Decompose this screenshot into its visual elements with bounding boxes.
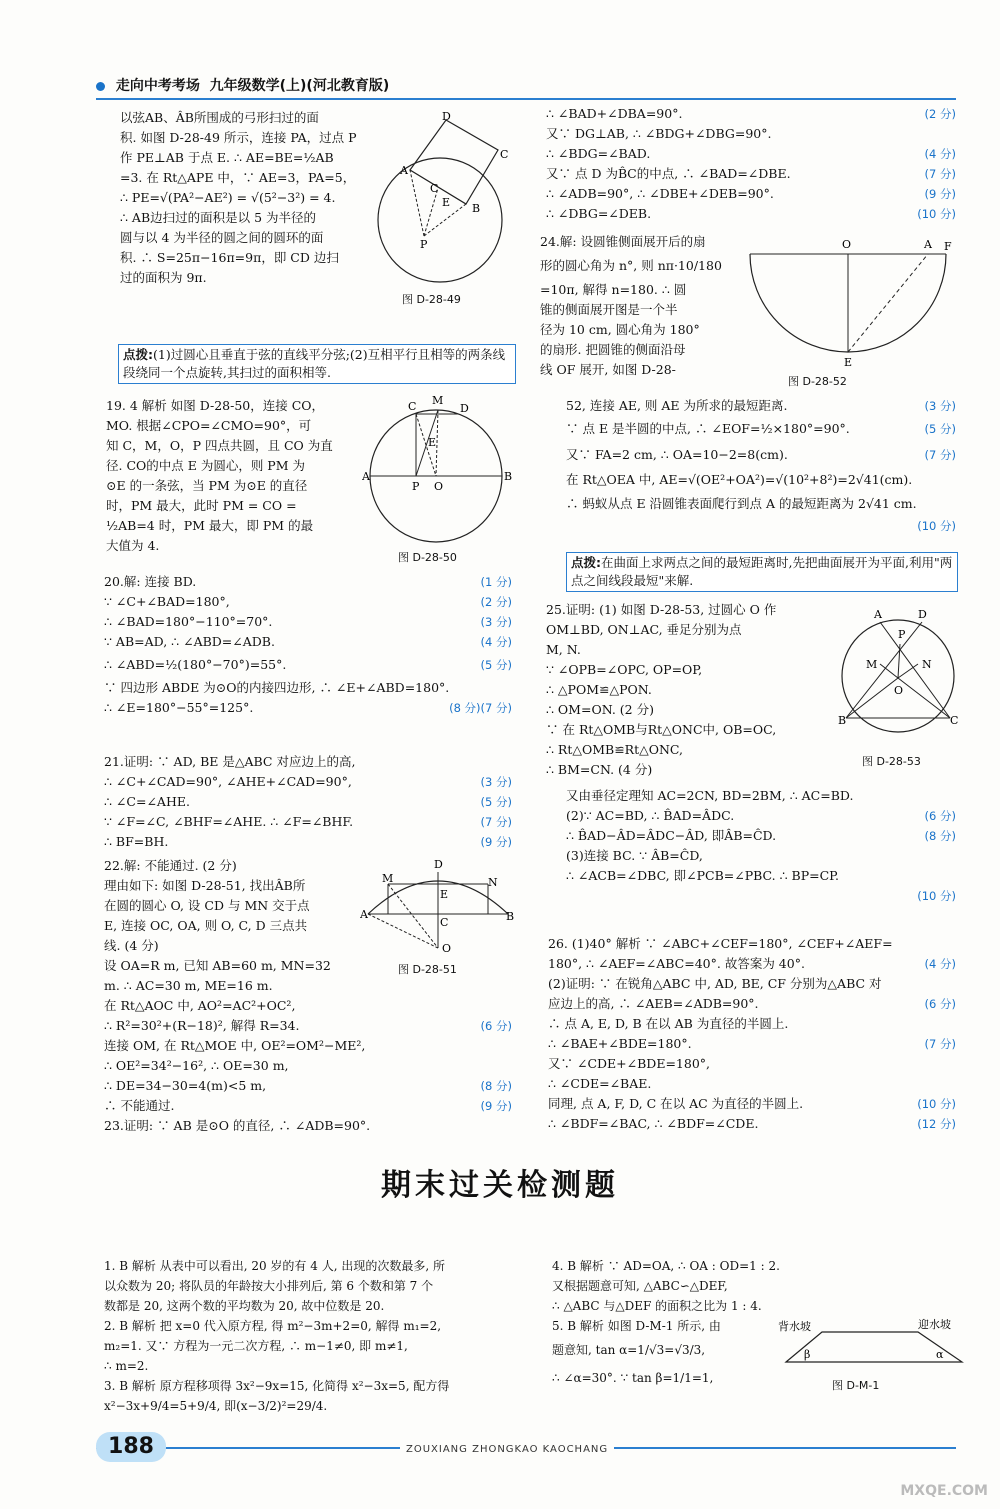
text-line: ∴ ∠α=30°. ∵ tan β=1/1=1, bbox=[552, 1371, 714, 1385]
fig-label: C bbox=[440, 916, 449, 929]
fig-label: F bbox=[944, 240, 952, 253]
tip-box bbox=[118, 344, 516, 384]
text-line: 时，PM 最大，此时 PM = CO = bbox=[106, 498, 297, 513]
fig-label: D bbox=[442, 110, 451, 123]
q26-body bbox=[548, 934, 956, 1134]
fig-label: N bbox=[922, 658, 932, 671]
text-line: 在 Rt△AOC 中, AO²=AC²+OC², bbox=[104, 998, 296, 1013]
text-line: M, N. bbox=[546, 642, 581, 657]
text-line: 圆与以 4 为半径的圆之间的圆环的面 bbox=[120, 230, 324, 245]
q25-body bbox=[546, 600, 836, 780]
fig-label: D bbox=[434, 858, 443, 871]
text-line: 又根据题意可知, △ABC∽△DEF, bbox=[552, 1279, 728, 1293]
text-line: ∴ ∠BAD=180°−110°=70°. (3 分) bbox=[104, 614, 512, 629]
text-line: 又∵ DG⊥AB, ∴ ∠BDG+∠DBG=90°. bbox=[546, 126, 772, 141]
text-line: ∴ DE=34−30=4(m)<5 m, (8 分) bbox=[104, 1078, 512, 1093]
text-line: 又由垂径定理知 AC=2CN, BD=2BM, ∴ AC=BD. bbox=[566, 788, 854, 803]
text-line: 2. B 解析 把 x=0 代入原方程, 得 m²−3m+2=0, 解得 m₁=2, bbox=[104, 1319, 442, 1333]
text-line: ∵ AB=AD, ∴ ∠ABD=∠ADB. (4 分) bbox=[104, 634, 512, 649]
text-line: ∵ 在 Rt△OMB与Rt△ONC中, OB=OC, bbox=[546, 722, 777, 737]
fig-label: M bbox=[866, 658, 878, 671]
fig-label: D bbox=[918, 608, 927, 621]
q19-body bbox=[106, 396, 368, 556]
text-line: 1. B 解析 从表中可以看出, 20 岁的有 4 人, 出现的次数最多, 所 bbox=[104, 1259, 445, 1273]
fig-label: A bbox=[362, 470, 370, 483]
text-line: ∴ 蚂蚁从点 E 沿圆锥表面爬行到点 A 的最短距离为 2√41 cm. bbox=[566, 496, 917, 511]
tip-label: 点拨: bbox=[571, 555, 601, 570]
fig-label: B bbox=[506, 910, 515, 923]
page-number: 188 bbox=[96, 1432, 166, 1462]
text-line: MO. 根据∠CPO=∠CMO=90°，可 bbox=[106, 418, 312, 433]
tip-label: 点拨: bbox=[123, 347, 153, 362]
text-line: ∴ ∠CDE=∠BAE. bbox=[548, 1076, 652, 1091]
text-line: E, 连接 OC, OA, 则 O, C, D 三点共 bbox=[104, 918, 308, 933]
subject-title: 九年级数学(上)(河北教育版) bbox=[209, 78, 390, 94]
text-line: 24.解: 设圆锥侧面展开后的扇 bbox=[540, 234, 706, 249]
text-line: ∴ BF=BH. (9 分) bbox=[104, 834, 512, 849]
text-line: 同理, 点 A, F, D, C 在以 AC 为直径的半圆上. (10 分) bbox=[548, 1096, 956, 1111]
text-line: 52, 连接 AE, 则 AE 为所求的最短距离. (3 分) bbox=[566, 398, 956, 413]
figure-d-28-52 bbox=[742, 238, 957, 373]
final-left bbox=[104, 1256, 524, 1416]
text-line: 20.解: 连接 BD. (1 分) bbox=[104, 574, 512, 589]
fig-label: M bbox=[432, 396, 444, 407]
fig-label: E bbox=[440, 888, 449, 901]
q18-body bbox=[120, 108, 375, 288]
figure-caption: 图 D-28-50 bbox=[398, 551, 457, 564]
text-line: x²−3x+9/4=5+9/4, 即(x−3/2)²=29/4. bbox=[104, 1399, 328, 1413]
text-line: ∴ ∠C+∠CAD=90°, ∠AHE+∠CAD=90°, (3 分) bbox=[104, 774, 512, 789]
text-line: ∴ ∠ACB=∠DBC, 即∠PCB=∠PBC. ∴ BP=CP. bbox=[566, 868, 840, 883]
text-line: 5. B 解析 如图 D-M-1 所示, 由 bbox=[552, 1319, 721, 1333]
text-line: ⊙E 的一条弦，当 PM 为⊙E 的直径 bbox=[106, 478, 308, 493]
fig-label: O bbox=[442, 942, 452, 955]
figure-caption: 图 D-28-51 bbox=[398, 963, 457, 976]
text-line: (2)∵ AC=BD, ∴ B̂AD=ÂDC. bbox=[566, 808, 735, 823]
text-line: ∴ ∠BAE+∠BDE=180°. (7 分) bbox=[548, 1036, 956, 1051]
text-line: 连接 OM, 在 Rt△MOE 中, OE²=OM²−ME², bbox=[104, 1038, 366, 1053]
text-line: ∴ Rt△OMB≌Rt△ONC, bbox=[546, 742, 684, 757]
fig-label: P bbox=[420, 238, 428, 251]
fig-label: E bbox=[844, 356, 853, 369]
fig-label: A bbox=[874, 608, 882, 621]
text-line: ∴ △POM≌△PON. bbox=[546, 682, 652, 697]
text-line: 又∵ 点 D 为B̂C的中点, ∴ ∠BAD=∠DBE. (7 分) bbox=[546, 166, 956, 181]
section-title: 期末过关检测题 bbox=[381, 1168, 619, 1203]
text-line: 锥的侧面展开图是一个半 bbox=[540, 302, 678, 317]
text-line: 26. (1)40° 解析 ∵ ∠ABC+∠CEF=180°, ∠CEF+∠AEF= bbox=[548, 936, 893, 951]
figure-d-m-1 bbox=[778, 1318, 968, 1378]
text-line: 设 OA=R m, 已知 AB=60 m, MN=32 bbox=[104, 958, 331, 973]
text-line: 以众数为 20; 将队员的年龄按大小排列后, 第 6 个数和第 7 个 bbox=[104, 1279, 434, 1293]
text-line: ∴ ∠E=180°−55°=125°. (8 分) bbox=[104, 700, 481, 715]
text-line: 180°, ∴ ∠AEF=∠ABC=40°. 故答案为 40°. (4 分) bbox=[548, 956, 956, 971]
figure-caption: 图 D-28-52 bbox=[788, 375, 847, 388]
text-line: ∴ △ABC 与△DEF 的面积之比为 1 : 4. bbox=[552, 1299, 762, 1313]
text-line: 在圆的圆心 O, 设 CD 与 MN 交于点 bbox=[104, 898, 310, 913]
text-line: 应边上的高, ∴ ∠AEB=∠ADB=90°. (6 分) bbox=[548, 996, 956, 1011]
text-line: ∴ ∠BDG=∠BAD. (4 分) bbox=[546, 146, 956, 161]
text-line: ∴ BM=CN. (4 分) bbox=[546, 762, 653, 777]
running-header bbox=[96, 76, 389, 96]
figure-d-28-50 bbox=[362, 396, 512, 546]
text-line: 又∵ ∠CDE+∠BDE=180°, bbox=[548, 1056, 710, 1071]
text-line: 大值为 4. bbox=[106, 538, 160, 553]
text-line: ∴ m=2. bbox=[104, 1359, 149, 1373]
text-line: ∴ 点 A, E, D, B 在以 AB 为直径的半圆上. bbox=[548, 1016, 789, 1031]
text-line: ∴ OE²=34²−16², ∴ OE=30 m, bbox=[104, 1058, 289, 1073]
q22-continued bbox=[104, 996, 512, 1136]
fig-label: N bbox=[488, 876, 498, 889]
fig-label: 迎水坡 bbox=[918, 1318, 951, 1331]
text-line: 线 OF 展开, 如图 D-28- bbox=[540, 362, 676, 377]
text-line: ∴ ∠ABD=½(180°−70°)=55°. (5 分) bbox=[104, 657, 512, 672]
fig-label: B bbox=[472, 202, 481, 215]
text-line: ∵ 点 E 是半圆的中点, ∴ ∠EOF=½×180°=90°. (5 分) bbox=[566, 421, 956, 436]
text-line: OM⊥BD, ON⊥AC, 垂足分别为点 bbox=[546, 622, 742, 637]
fig-label: α bbox=[936, 1348, 944, 1361]
series-title: 走向中考考场 bbox=[115, 78, 200, 94]
text-line: ∴ ∠ADB=90°, ∴ ∠DBE+∠DEB=90°. (9 分) bbox=[546, 186, 956, 201]
text-line: 径为 10 cm, 圆心角为 180° bbox=[540, 322, 700, 337]
tip-text: 在曲面上求两点之间的最短距离时,先把曲面展开为平面,利用"两点之间线段最短"来解. bbox=[571, 555, 953, 588]
text-line: 21.证明: ∵ AD, BE 是△ABC 对应边上的高, bbox=[104, 754, 356, 769]
fig-label: A bbox=[924, 238, 932, 251]
q24-body bbox=[540, 232, 740, 380]
text-line: m. ∴ AC=30 m, ME=16 m. bbox=[104, 978, 273, 993]
text-line: ∵ ∠OPB=∠OPC, OP=OP, bbox=[546, 662, 703, 677]
figure-d-28-53 bbox=[836, 604, 961, 739]
text-line: 22.解: 不能通过. (2 分) bbox=[104, 858, 237, 873]
fig-label: M bbox=[382, 872, 394, 885]
fig-label: P bbox=[412, 480, 420, 493]
text-line: ∴ R²=30²+(R−18)², 解得 R=34. (6 分) bbox=[104, 1018, 512, 1033]
text-line: ∵ ∠C+∠BAD=180°, (2 分) bbox=[104, 594, 512, 609]
header-rule bbox=[96, 98, 956, 100]
text-line: ∴ AB边扫过的面积是以 5 为半径的 bbox=[120, 210, 317, 225]
fig-label: O bbox=[434, 480, 444, 493]
text-line: ∴ PE=√(PA²−AE²) = √(5²−3²) = 4. bbox=[120, 190, 336, 205]
text-line: 以弦AB、ÂB所围成的弓形扫过的面 bbox=[120, 110, 319, 125]
fig-label: E bbox=[428, 436, 437, 449]
q21-body bbox=[104, 752, 512, 852]
tip-text: (1)过圆心且垂直于弦的直线平分弦;(2)互相平行且相等的两条线段绕同一个点旋转,其扫过的面积相等. bbox=[123, 347, 506, 380]
final-right bbox=[552, 1256, 792, 1392]
fig-label: D bbox=[460, 402, 469, 415]
text-line: 线. (4 分) bbox=[104, 938, 159, 953]
q25-continued: 又由垂径定理知 AC=2CN, BD=2BM, ∴ AC=BD. (6 分) (2)∵ AC=BD, ∴ B̂AD=ÂDC. ∴ B̂AD−ÂD=ÂDC−ÂD, 即ÂB=ĈD. (8 分) (3)连接 BC. ∵ ÂB=ĈD, ∴ ∠ACB=∠DBC, 即∠PCB=∠PBC. ∴ BP=CP. (10 分) bbox=[566, 788, 956, 903]
watermark: MXQE.COM bbox=[900, 1483, 988, 1499]
text-line: 在 Rt△OEA 中, AE=√(OE²+OA²)=√(10²+8²)=2√41(cm). bbox=[566, 472, 913, 487]
text-line: 25.证明: (1) 如图 D-28-53, 过圆心 O 作 bbox=[546, 602, 777, 617]
text-line: ∴ OM=ON. (2 分) bbox=[546, 702, 654, 717]
text-line: 过的面积为 9π. bbox=[120, 270, 207, 285]
tip-box bbox=[566, 552, 958, 592]
text-line: 4. B 解析 ∵ AD=OA, ∴ OA : OD=1 : 2. bbox=[552, 1259, 780, 1273]
fig-label: P bbox=[898, 628, 906, 641]
fig-label: B bbox=[504, 470, 512, 483]
bullet-icon bbox=[96, 82, 105, 91]
text-line: ∴ ∠BDF=∠BAC, ∴ ∠BDF=∠CDE. (12 分) bbox=[548, 1116, 956, 1131]
text-line: ½AB=4 时，PM 最大，即 PM 的最 bbox=[106, 518, 314, 533]
q20-body: 20.解: 连接 BD. (1 分) ∵ ∠C+∠BAD=180°, (2 分) ∴ ∠BAD=180°−110°=70°. (3 分) ∵ AB=AD, ∴ ∠ABD=∠ADB. (4 分) ∴ ∠ABD=½(180°−70°)=55°. (5 分) ∵ 四边形 ABDE 为⊙O的内接四边形, ∴ ∠E+∠ABD=180°. (7 分) ∴ ∠E=180°−55°=125°. (8 分) bbox=[104, 572, 512, 718]
fig-label: C bbox=[500, 148, 509, 161]
fig-label: O bbox=[894, 684, 904, 697]
q22-body bbox=[104, 856, 364, 996]
q23-continued bbox=[546, 104, 956, 224]
fig-label: C bbox=[950, 714, 959, 727]
text-line: ∴ ∠BAD+∠DBA=90°. (2 分) bbox=[546, 106, 956, 121]
fig-label: A bbox=[360, 908, 368, 921]
text-line: 径. CO的中点 E 为圆心，则 PM 为 bbox=[106, 458, 305, 473]
figure-d-28-49 bbox=[368, 108, 518, 308]
text-line: 积. ∴ S=25π−16π=9π，即 CD 边扫 bbox=[120, 250, 339, 265]
text-line: 知 C，M，O，P 四点共圆，且 CO 为直 bbox=[106, 438, 333, 453]
figure-caption: 图 D-M-1 bbox=[832, 1379, 880, 1392]
text-line: 3. B 解析 原方程移项得 3x²−9x=15, 化简得 x²−3x=5, 配方得 bbox=[104, 1379, 450, 1393]
fig-label: E bbox=[442, 196, 451, 209]
fig-label: 背水坡 bbox=[778, 1320, 811, 1333]
text-line: =10π, 解得 n=180. ∴ 圆 bbox=[540, 282, 687, 297]
text-line: 23.证明: ∵ AB 是⊙O 的直径, ∴ ∠ADB=90°. bbox=[104, 1118, 371, 1133]
text-line: ∴ ∠DBG=∠DEB. (10 分) bbox=[546, 206, 956, 221]
text-line: 形的圆心角为 n°, 则 nπ·10/180 bbox=[540, 258, 722, 273]
text-line: 理由如下: 如图 D-28-51, 找出ÂB所 bbox=[104, 878, 306, 893]
fig-label: C bbox=[430, 182, 439, 195]
text-line: m₂=1. 又∵ 方程为一元二次方程, ∴ m−1≠0, 即 m≠1, bbox=[104, 1339, 408, 1353]
text-line: ∴ 不能通过. (9 分) bbox=[104, 1098, 512, 1113]
text-line: (3)连接 BC. ∵ ÂB=ĈD, bbox=[566, 848, 703, 863]
text-line: 积. 如图 D-28-49 所示，连接 PA，过点 P bbox=[120, 130, 357, 145]
text-line: 的扇形. 把圆锥的侧面沿母 bbox=[540, 342, 686, 357]
fig-label: O bbox=[842, 238, 852, 251]
text-line: ∴ B̂AD−ÂD=ÂDC−ÂD, 即ÂB=ĈD. (8 分) bbox=[566, 828, 956, 843]
text-line: (2)证明: ∵ 在锐角△ABC 中, AD, BE, CF 分别为△ABC 对 bbox=[548, 976, 882, 991]
figure-caption: 图 D-28-53 bbox=[862, 755, 921, 768]
text-line: =3. 在 Rt△APE 中，∵ AE=3，PA=5， bbox=[120, 170, 356, 185]
q24-continued: 52, 连接 AE, 则 AE 为所求的最短距离. (3 分) ∵ 点 E 是半圆的中点, ∴ ∠EOF=½×180°=90°. (5 分) 又∵ FA=2 cm, ∴ OA=10−2=8(cm). (7 分) 在 Rt△OEA 中, AE=√(OE²+OA²)=√(10²+8²)=2√41(cm). ∴ 蚂蚁从点 E 沿圆锥表面爬行到点 A 的最短距离为 2√41 cm. (10 分) bbox=[566, 398, 956, 533]
text-line: ∵ 四边形 ABDE 为⊙O的内接四边形, ∴ ∠E+∠ABD=180°. bbox=[104, 680, 450, 695]
text-line: ∵ ∠F=∠C, ∠BHF=∠AHE. ∴ ∠F=∠BHF. (7 分) bbox=[104, 814, 512, 829]
text-line: 19. 4 解析 如图 D-28-50，连接 CO， bbox=[106, 398, 325, 413]
text-line: 题意知, tan α=1/√3=√3/3, bbox=[552, 1343, 706, 1357]
text-line: ∴ ∠C=∠AHE. (5 分) bbox=[104, 794, 512, 809]
fig-label: A bbox=[400, 164, 408, 177]
text-line: 又∵ FA=2 cm, ∴ OA=10−2=8(cm). (7 分) bbox=[566, 447, 956, 462]
figure-caption: 图 D-28-49 bbox=[402, 293, 461, 306]
text-line: 数都是 20, 这两个数的平均数为 20, 故中位数是 20. bbox=[104, 1299, 385, 1313]
footer-text: ZOUXIANG ZHONGKAO KAOCHANG bbox=[400, 1440, 614, 1460]
fig-label: β bbox=[804, 1348, 811, 1361]
figure-d-28-51 bbox=[360, 858, 515, 958]
fig-label: B bbox=[838, 714, 847, 727]
text-line: 作 PE⊥AB 于点 E. ∴ AE=BE=½AB bbox=[120, 150, 334, 165]
fig-label: C bbox=[408, 400, 417, 413]
